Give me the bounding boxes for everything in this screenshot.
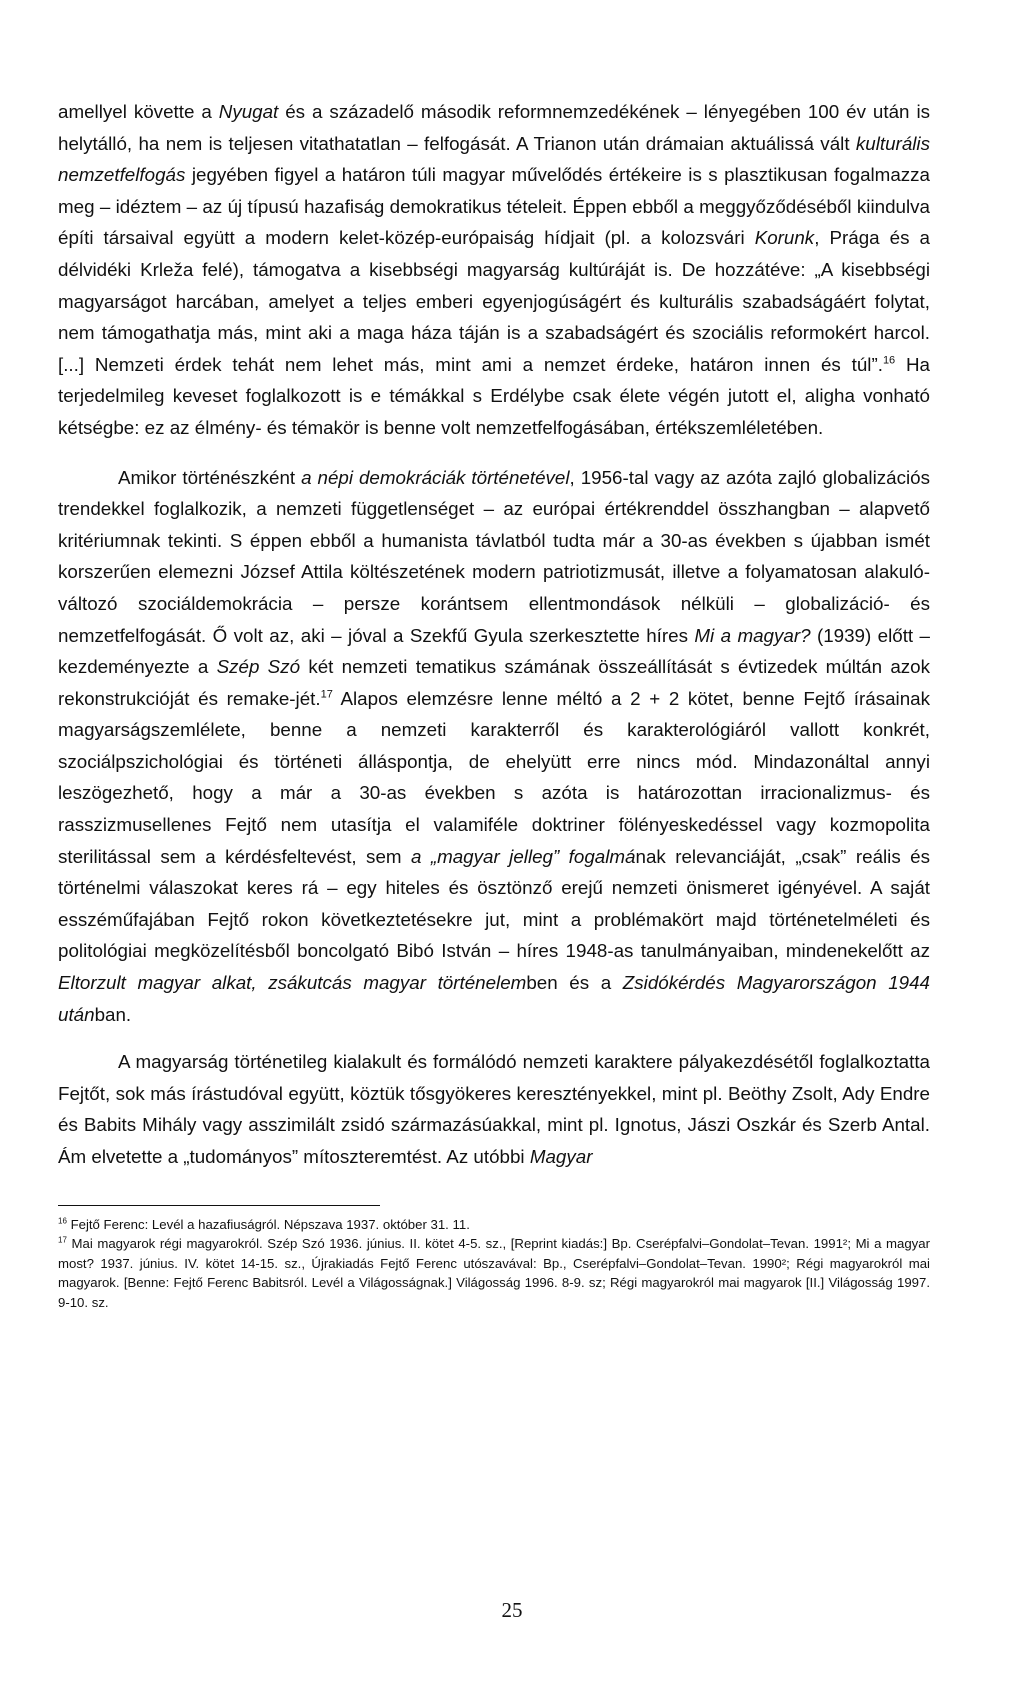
italic-text: Eltorzult magyar alkat, zsákutcás magyar történelem <box>58 972 527 994</box>
italic-text: a „magyar jelleg” fogalmá <box>410 845 636 867</box>
italic-text: Mi a magyar? <box>694 624 811 646</box>
footnotes <box>58 1215 930 1313</box>
text-run: ben és a <box>526 972 623 994</box>
italic-text: Zsidókérdés Magyarországon 1944 után <box>58 972 930 1025</box>
italic-text: Korunk <box>754 227 815 249</box>
italic-text: a népi demokráciák történetével <box>301 466 570 488</box>
footnote-number: 17 <box>58 1235 67 1245</box>
text-run: , Prága és a délvidéki Krleža felé), támogatva a kisebbségi magyarság kultúráját is. De hozzátéve: „A kisebbségi magyarságot harcában, amelyet a teljes emberi egyenjogúságért és kulturális szabadságáért folytat, nem támogathatja más, mint aki a maga háza táján is a szabadságért és szociális reformokért harcol. [...] Nemzeti érdek tehát nem lehet más, mint ami a nemzet érdeke, határon innen és túl”. <box>58 227 930 375</box>
text-run: jegyében figyel a határon túli magyar művelődés értékeire is s plasztikusan fogalmazza meg – idéztem – az új típusú hazafiság demokratikus tételeit. Éppen ebből a meggyőződéséből kiindulva építi társaival együtt a modern kelet-közép-európaiság hídjait (pl. a kolozsvári <box>58 164 930 249</box>
italic-text: Nyugat <box>218 101 279 122</box>
text-run: két nemzeti tematikus számának összeállítását s évtizedek múltán azok rekonstrukcióját és remake-jét. <box>58 656 931 709</box>
footnote-ref: 16 <box>882 354 896 367</box>
footnote-17 <box>58 1234 930 1312</box>
page-body <box>58 96 930 1313</box>
text-run: Alapos elemzésre lenne méltó a 2 + 2 kötet, benne Fejtő írásainak magyarságszemlélete, benne a nemzeti karakterről és karakterológiáról vallott konkrét, szociálpszichológiai és történeti álláspontja, de ehelyütt erre nincs mód. Mindazonáltal annyi leszögezhető, hogy a már a 30-as években s azóta is határozottan irracionalizmus- és rasszizmusellenes Fejtő nem utasítja el valamiféle doktriner fölényeskedéssel vagy kozmopolita sterilitással sem a kérdésfeltevést, sem <box>58 687 931 867</box>
text-run: (1939) előtt – kezdeményezte a <box>58 624 930 678</box>
paragraph-1 <box>58 96 930 444</box>
footnote-divider <box>58 1205 380 1206</box>
text-run: ban. <box>94 1003 132 1025</box>
text-run: A magyarság történetileg kialakult és formálódó nemzeti karaktere pályakezdésétől foglalkoztatta Fejtőt, sok más írástudóval együtt, köztük tősgyökeres keresztényekkel, mint pl. Beöthy Zsolt, Ady Endre és Babits Mihály vagy asszimilált zsidó származásúakkal, mint pl. Ignotus, Jászi Oszkár és Szerb Antal. Ám elvetette a „tudományos” mítoszteremtést. Az utóbbi <box>58 1051 930 1167</box>
italic-text: Magyar <box>529 1146 593 1167</box>
footnote-text: Fejtő Ferenc: Levél a hazafiuságról. Népszava 1937. október 31. 11. <box>70 1216 470 1232</box>
text-run: nak relevanciáját, „csak” reális és történelmi válaszokat keres rá – egy hiteles és ösztönző erejű nemzeti önismeret igényével. A saját esszéműfajában Fejtő rokon következtetésekre jut, mint a problémakört majd történetelméleti és politológiai megközelítésből boncolgató Bibó István – híres 1948-as tanulmányaiban, mindenekelőtt az <box>58 845 931 962</box>
text-run: és a századelő második reformnemzedékének – lényegében 100 év után is helytálló, ha nem is teljesen vitathatatlan – felfogását. A Trianon után drámaian aktuálissá vált <box>58 101 931 154</box>
footnote-text: Mai magyarok régi magyarokról. Szép Szó 1936. június. II. kötet 4-5. sz., [Reprint kiadás:] Bp. Cserépfalvi–Gondolat–Tevan. 1991²; Mi a magyar most? 1937. június. IV. kötet 14-15. sz., Újrakiadás Fejtő Ferenc utószavával: Bp., Cserépfalvi–Gondolat–Tevan. 1990²; Régi magyarokról mai magyarok. [Benne: Fejtő Ferenc Babitsról. Levél a Világosságnak.] Világosság 1996. 8-9. sz; Régi magyarokról mai magyarok [II.] Világosság 1997. 9-10. sz. <box>58 1236 930 1310</box>
footnote-16 <box>58 1215 930 1235</box>
paragraph-3 <box>58 1046 930 1172</box>
footnote-number: 16 <box>58 1216 67 1226</box>
text-run: , 1956-tal vagy az azóta zajló globalizációs trendekkel foglalkozik, a nemzeti függetlenséget – az európai értékrenddel összhangban – alapvető kritériumnak tekinti. S éppen ebből a humanista távlatból tudta már a 30-as években s újabban ismét korszerűen elemezni József Attila költészetének modern patriotizmusát, illetve a folyamatosan alakuló-változó szociáldemokrácia – persze korántsem ellentmondások nélküli – globalizáció- és nemzetfelfogását. Ő volt az, aki – jóval a Szekfű Gyula szerkesztette híres <box>58 466 930 646</box>
paragraph-2 <box>58 462 930 1031</box>
footnote-ref: 17 <box>320 688 333 701</box>
text-run: Amikor történészként <box>118 466 302 488</box>
text-run: Ha terjedelmileg keveset foglalkozott is e témákkal s Erdélybe csak élete végén jutott el, aligha vonható kétségbe: ez az élmény- és témakör is benne volt nemzetfelfogásában, értékszemléletében. <box>58 353 930 438</box>
italic-text: Szép Szó <box>216 656 301 678</box>
italic-text: kulturális nemzetfelfogás <box>58 132 930 186</box>
page-number: 25 <box>501 1598 523 1622</box>
text-run: amellyel követte a <box>58 101 219 122</box>
